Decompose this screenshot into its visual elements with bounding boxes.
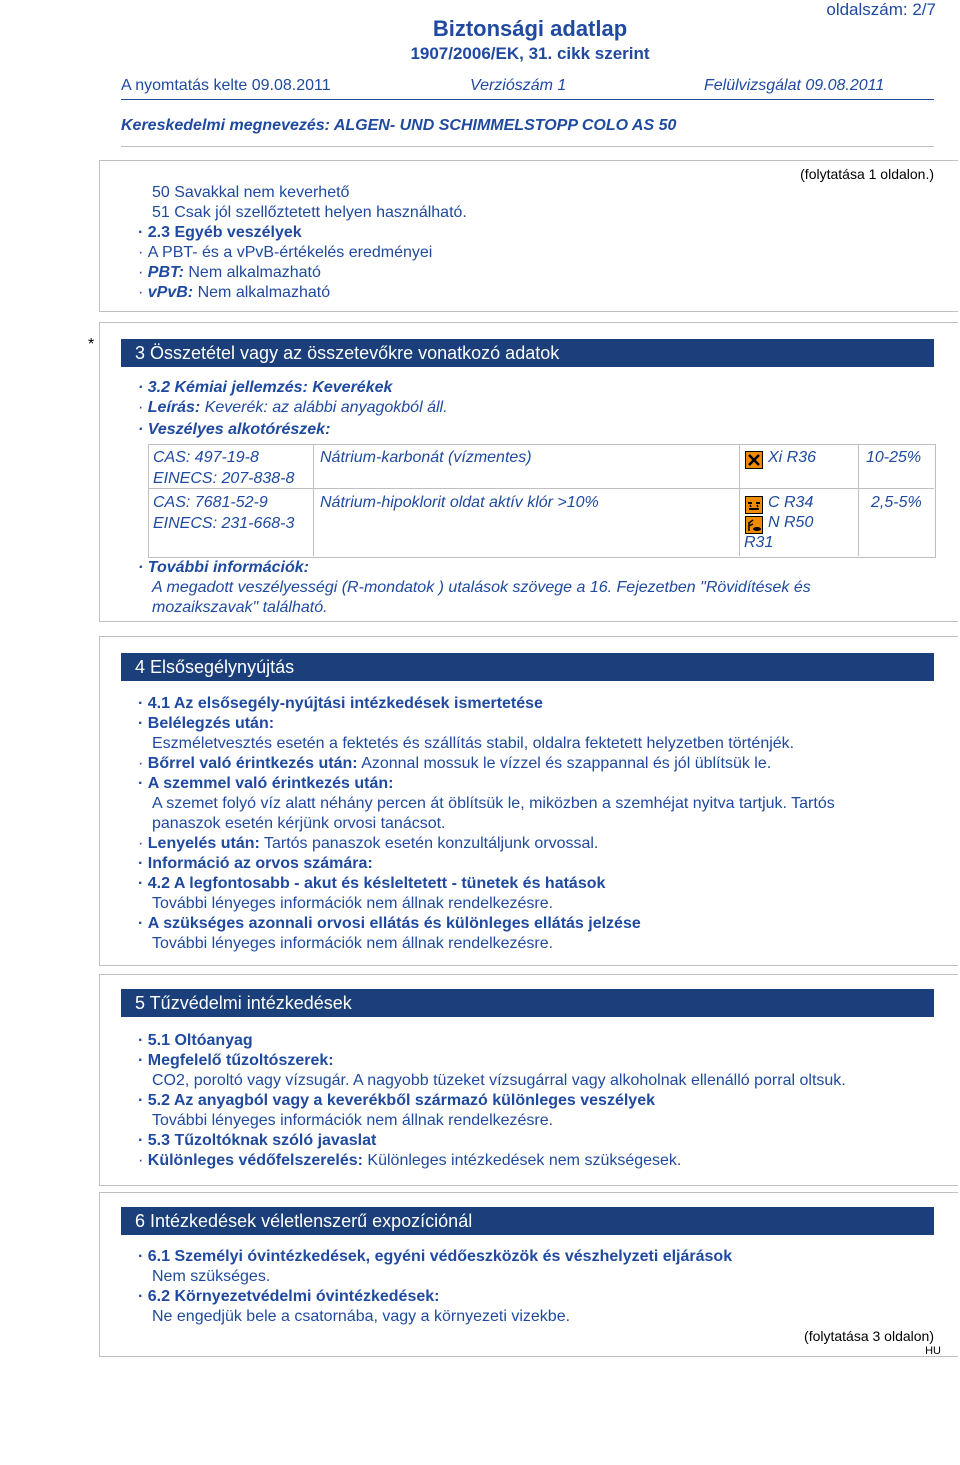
suitable-agents-label: · Megfelelő tűzoltószerek: [138, 1051, 334, 1071]
section-3-heading: 3 Összetétel vagy az összetevőkre vonatkozó adatok [121, 339, 934, 367]
vpvb-label: vPvB: [147, 284, 194, 301]
table-row-2-cas: CAS: 7681-52-9 [153, 494, 268, 511]
section-5-2: · 5.2 Az anyagból vagy a keverékből származó különleges veszélyek [138, 1091, 655, 1111]
suitable-agents-text: CO2, poroltó vagy vízsugár. A nagyobb tüzeket vízsugárral vagy alkoholnak ellenálló porral oltsuk. [152, 1072, 846, 1089]
trade-name: Kereskedelmi megnevezés: ALGEN- UND SCHIMMELSTOPP COLO AS 50 [121, 117, 677, 134]
header-rule-2 [121, 146, 934, 147]
table-row-2-name: Nátrium-hipoklorit oldat aktív klór >10% [320, 494, 599, 511]
section-4-3-text: További lényeges információk nem állnak rendelkezésre. [152, 935, 554, 952]
section-5-heading: 5 Tűzvédelmi intézkedések [121, 989, 934, 1017]
section-6-heading: 6 Intézkedések véletlenszerű expozíciónál [121, 1207, 934, 1235]
more-info-text-1: A megadott veszélyességi (R-mondatok ) utalások szövege a 16. Fejezetben "Rövidítések és [152, 579, 811, 596]
description-label: Leírás: [147, 399, 201, 416]
ppe-line [138, 1151, 681, 1171]
table-row-1-name: Nátrium-karbonát (vízmentes) [320, 449, 532, 466]
document-title: Biztonsági adatlap [432, 16, 628, 41]
continued-on-note: (folytatása 3 oldalon) [804, 1328, 934, 1344]
more-info-text-2: mozaikszavak" található. [152, 599, 328, 616]
table-row-2-einecs: EINECS: 231-668-3 [153, 515, 295, 532]
table-row-2-class-2: N R50 [768, 514, 814, 531]
section-5-2-text: További lényeges információk nem állnak rendelkezésre. [152, 1112, 554, 1129]
table-row-1-conc: 10-25% [866, 449, 922, 466]
page-number: oldalszám: 2/7 [826, 0, 936, 19]
hazardous-title: · Veszélyes alkotórészek: [138, 420, 330, 440]
s50-text: 50 Savakkal nem keverhető [152, 184, 350, 201]
inhalation-text: Eszméletvesztés esetén a fektetés és szállítás stabil, oldalra fektetett helyzetben történjék. [152, 735, 795, 752]
vpvb-value: Nem alkalmazható [193, 284, 331, 301]
eye-contact-text-2: panaszok esetén kérjünk orvosi tanácsot. [152, 815, 446, 832]
table-col-divider-3 [858, 444, 859, 556]
table-col-divider-1 [313, 444, 314, 556]
vpvb-line [138, 283, 330, 303]
pbt-title: · A PBT- és a vPvB-értékelés eredményei [138, 243, 432, 263]
language-code: HU [925, 1345, 941, 1357]
section-6-2-text: Ne engedjük bele a csatornába, vagy a környezeti vizekbe. [152, 1308, 571, 1325]
table-col-divider-2 [739, 444, 740, 556]
ingestion-line [138, 834, 598, 854]
print-date: A nyomtatás kelte 09.08.2011 [121, 77, 331, 94]
section-4-2: · 4.2 A legfontosabb - akut és késleltetett - tünetek és hatások [138, 874, 605, 894]
section-4-3: · A szükséges azonnali orvosi ellátás és különleges ellátás jelzése [138, 914, 641, 934]
corrosive-symbol-icon [745, 496, 763, 514]
section-2-3: · 2.3 Egyéb veszélyek [138, 223, 302, 243]
pbt-label: PBT: [147, 264, 184, 281]
pbt-line [138, 263, 321, 283]
inhalation-label: · Belélegzés után: [138, 714, 274, 734]
s51-text: 51 Csak jól szellőztetett helyen használható. [152, 204, 467, 221]
section-4-heading: 4 Elsősegélynyújtás [121, 653, 934, 681]
table-row-2-conc: 2,5-5% [871, 494, 922, 511]
ppe-label: Különleges védőfelszerelés: [147, 1152, 363, 1169]
irritant-symbol-icon [745, 451, 763, 469]
skin-contact-label: Bőrrel való érintkezés után: [147, 755, 358, 772]
section-6-1: · 6.1 Személyi óvintézkedések, egyéni védőeszközök és vészhelyzeti eljárások [138, 1247, 732, 1267]
eye-contact-label: · A szemmel való érintkezés után: [138, 774, 394, 794]
continued-from-note: (folytatása 1 oldalon.) [800, 166, 934, 182]
section-5-1: · 5.1 Oltóanyag [138, 1031, 253, 1051]
section-5-3: · 5.3 Tűzoltóknak szóló javaslat [138, 1131, 376, 1151]
change-star: * [88, 336, 95, 353]
ppe-text: Különleges intézkedések nem szükségesek. [362, 1152, 682, 1169]
ingestion-text: Tartós panaszok esetén konzultáljunk orvossal. [259, 835, 599, 852]
revision-date: Felülvizsgálat 09.08.2011 [704, 77, 885, 94]
description-line [138, 398, 448, 418]
doctor-info-label: · Információ az orvos számára: [138, 854, 373, 874]
skin-contact-text: Azonnal mossuk le vízzel és szappannal és jól üblítsük le. [357, 755, 772, 772]
more-info-title: · További információk: [138, 558, 309, 578]
ingestion-label: Lenyelés után: [147, 835, 260, 852]
version: Verziószám 1 [470, 77, 567, 94]
table-row-2-class: C R34 [768, 494, 814, 511]
section-4-1: · 4.1 Az elsősegély-nyújtási intézkedések ismertetése [138, 694, 543, 714]
table-row-1-class: Xi R36 [768, 449, 817, 466]
table-row-1-einecs: EINECS: 207-838-8 [153, 470, 295, 487]
header-rule [121, 99, 934, 100]
document-subtitle: 1907/2006/EK, 31. cikk szerint [410, 44, 650, 63]
section-3-2: · 3.2 Kémiai jellemzés: Keverékek [138, 378, 392, 398]
environment-symbol-icon [745, 516, 763, 534]
section-4-2-text: További lényeges információk nem állnak rendelkezésre. [152, 895, 554, 912]
section-6-2: · 6.2 Környezetvédelmi óvintézkedések: [138, 1287, 439, 1307]
table-row-2-class-3: R31 [744, 534, 774, 551]
section-6-1-text: Nem szükséges. [152, 1268, 271, 1285]
description-value: Keverék: az alábbi anyagokból áll. [200, 399, 448, 416]
skin-contact-line [138, 754, 771, 774]
pbt-value: Nem alkalmazható [183, 264, 321, 281]
table-row-1-cas: CAS: 497-19-8 [153, 449, 259, 466]
eye-contact-text-1: A szemet folyó víz alatt néhány percen át öblítsük le, miközben a szemhéjat nyitva tartjuk. Tartós [152, 795, 835, 812]
